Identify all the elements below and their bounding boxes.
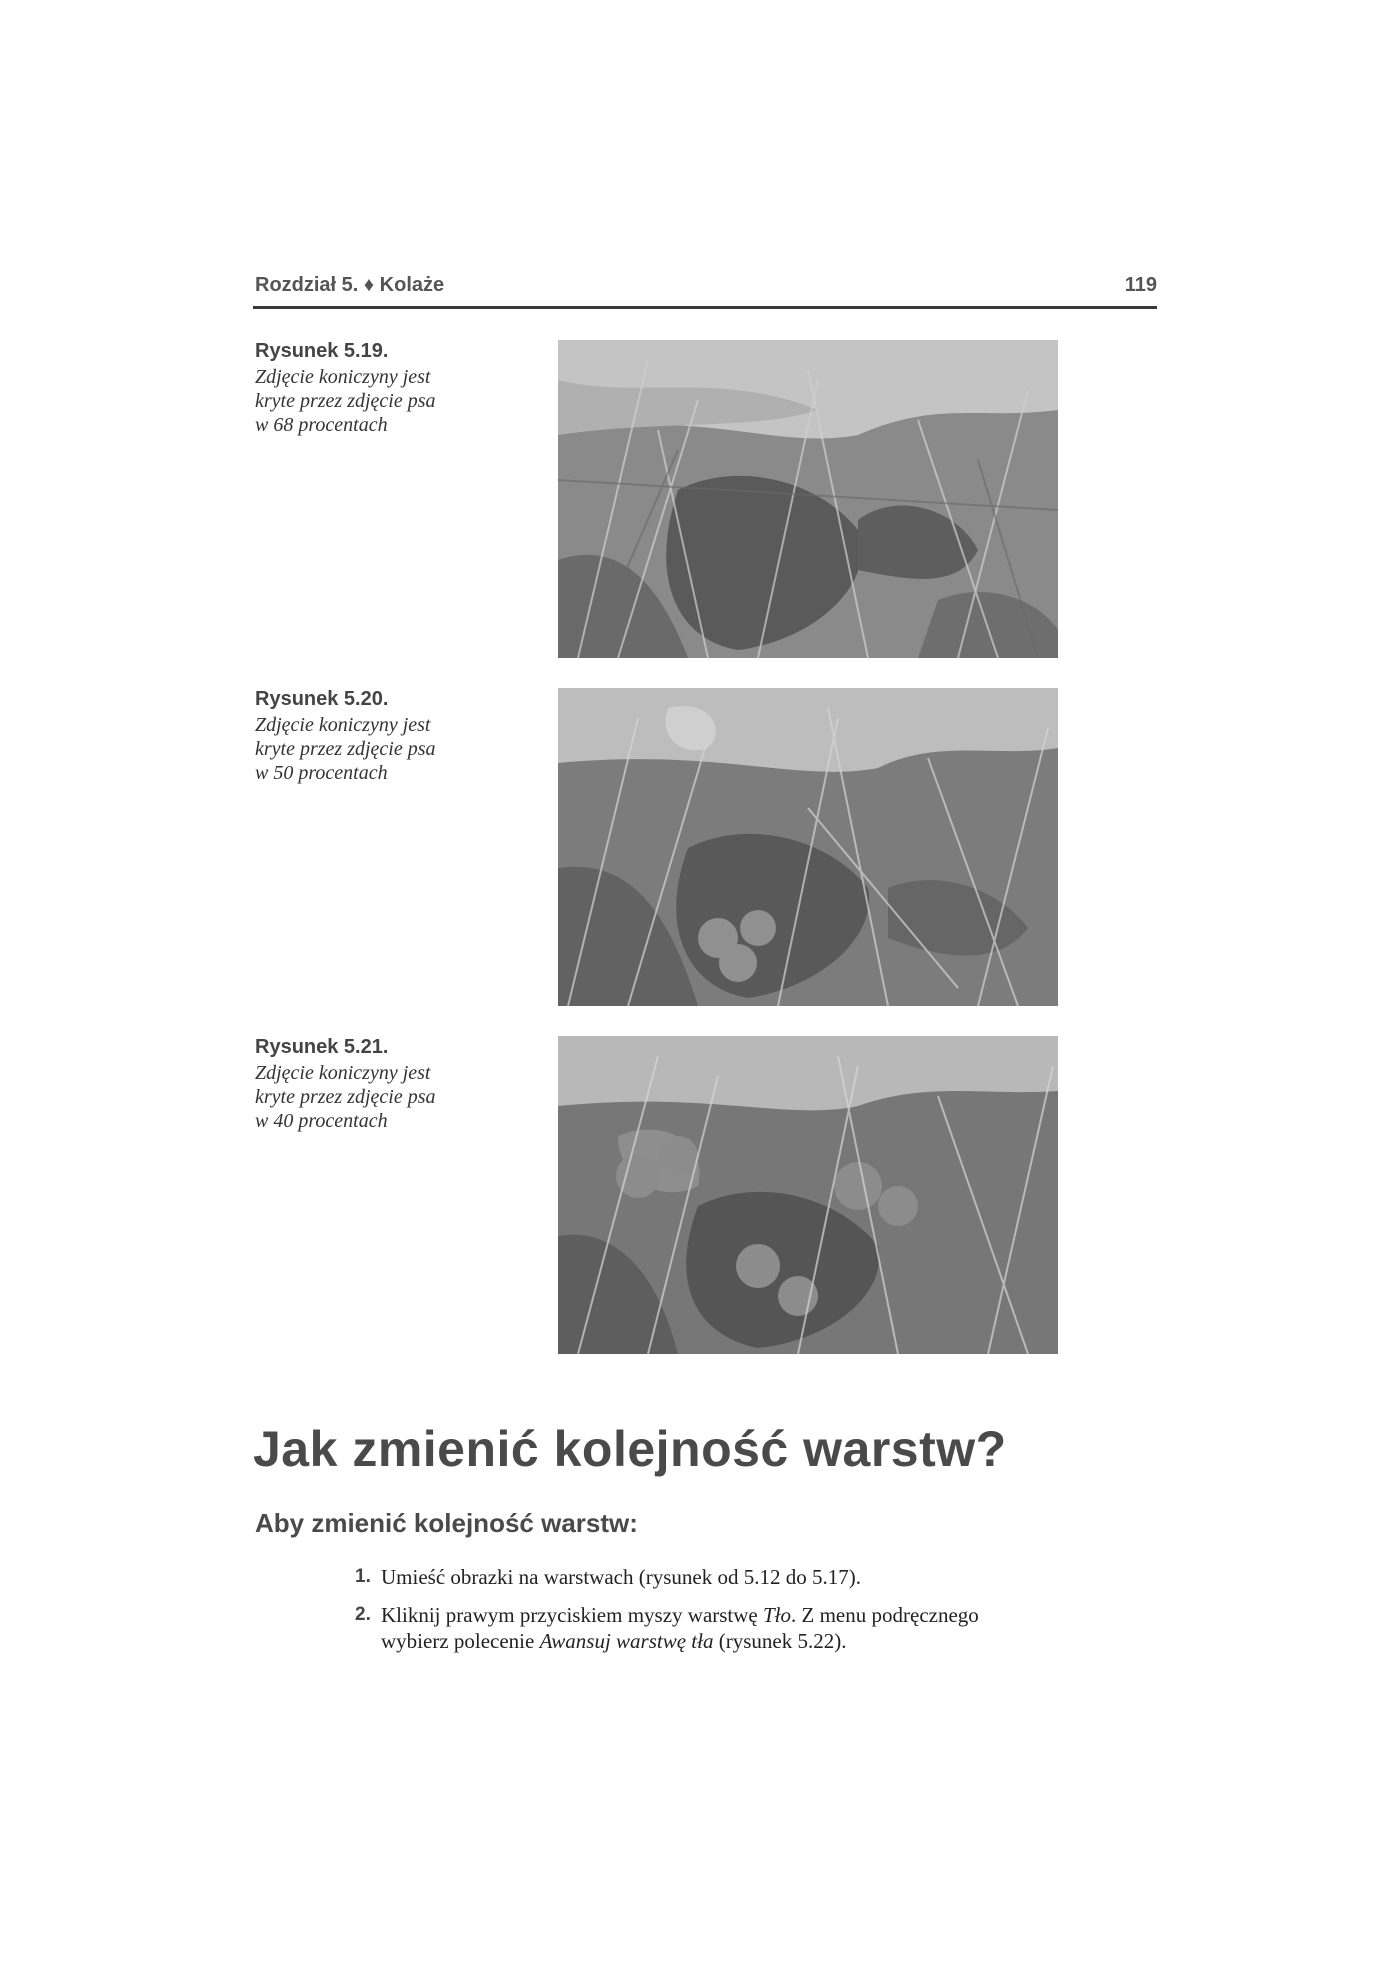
- chapter-title: Rozdział 5. ♦ Kolaże: [255, 274, 445, 296]
- command-name: Awansuj warstwę tła: [539, 1629, 714, 1653]
- step-number: 1.: [355, 1566, 371, 1587]
- caption-line: w 68 procentach: [255, 414, 388, 436]
- caption-line: Zdjęcie koniczyny jest: [255, 714, 431, 736]
- list-item: [355, 1564, 1115, 1590]
- steps-list: [355, 1564, 1115, 1666]
- step-number: 2.: [355, 1604, 371, 1625]
- page-header: [253, 270, 1157, 309]
- figure-label: Rysunek 5.19.: [255, 340, 389, 362]
- step-text-part: Kliknij prawym przyciskiem myszy warstwę: [381, 1603, 763, 1627]
- figure-caption: [255, 1036, 485, 1133]
- figure-caption: [255, 340, 485, 437]
- clover-dog-photo: [558, 688, 1058, 1006]
- caption-line: w 40 procentach: [255, 1110, 388, 1132]
- caption-line: Zdjęcie koniczyny jest: [255, 1062, 431, 1084]
- step-text-part: . Z menu podręcznego: [791, 1603, 979, 1627]
- step-text-part: wybierz polecenie: [381, 1629, 540, 1653]
- page-number: 119: [1124, 274, 1157, 296]
- layer-name: Tło: [763, 1603, 792, 1627]
- caption-line: kryte przez zdjęcie psa: [255, 738, 436, 760]
- section-subheading: Aby zmienić kolejność warstw:: [255, 1508, 638, 1538]
- step-text: Umieść obrazki na warstwach (rysunek od 5.12 do 5.17).: [381, 1565, 861, 1589]
- step-text: [381, 1603, 979, 1653]
- list-item: [355, 1602, 1115, 1654]
- caption-line: kryte przez zdjęcie psa: [255, 1086, 436, 1108]
- figure-5-20: [253, 688, 1157, 1008]
- caption-line: kryte przez zdjęcie psa: [255, 390, 436, 412]
- step-text-part: (rysunek 5.22).: [713, 1629, 847, 1653]
- caption-line: Zdjęcie koniczyny jest: [255, 366, 431, 388]
- figure-5-21: [253, 1036, 1157, 1356]
- clover-dog-photo: [558, 1036, 1058, 1354]
- clover-dog-photo: [558, 340, 1058, 658]
- section-heading: Jak zmienić kolejność warstw?: [253, 1421, 1007, 1477]
- caption-line: w 50 procentach: [255, 762, 388, 784]
- figure-label: Rysunek 5.20.: [255, 688, 389, 710]
- figure-caption: [255, 688, 485, 785]
- figure-5-19: [253, 340, 1157, 660]
- figure-label: Rysunek 5.21.: [255, 1036, 389, 1058]
